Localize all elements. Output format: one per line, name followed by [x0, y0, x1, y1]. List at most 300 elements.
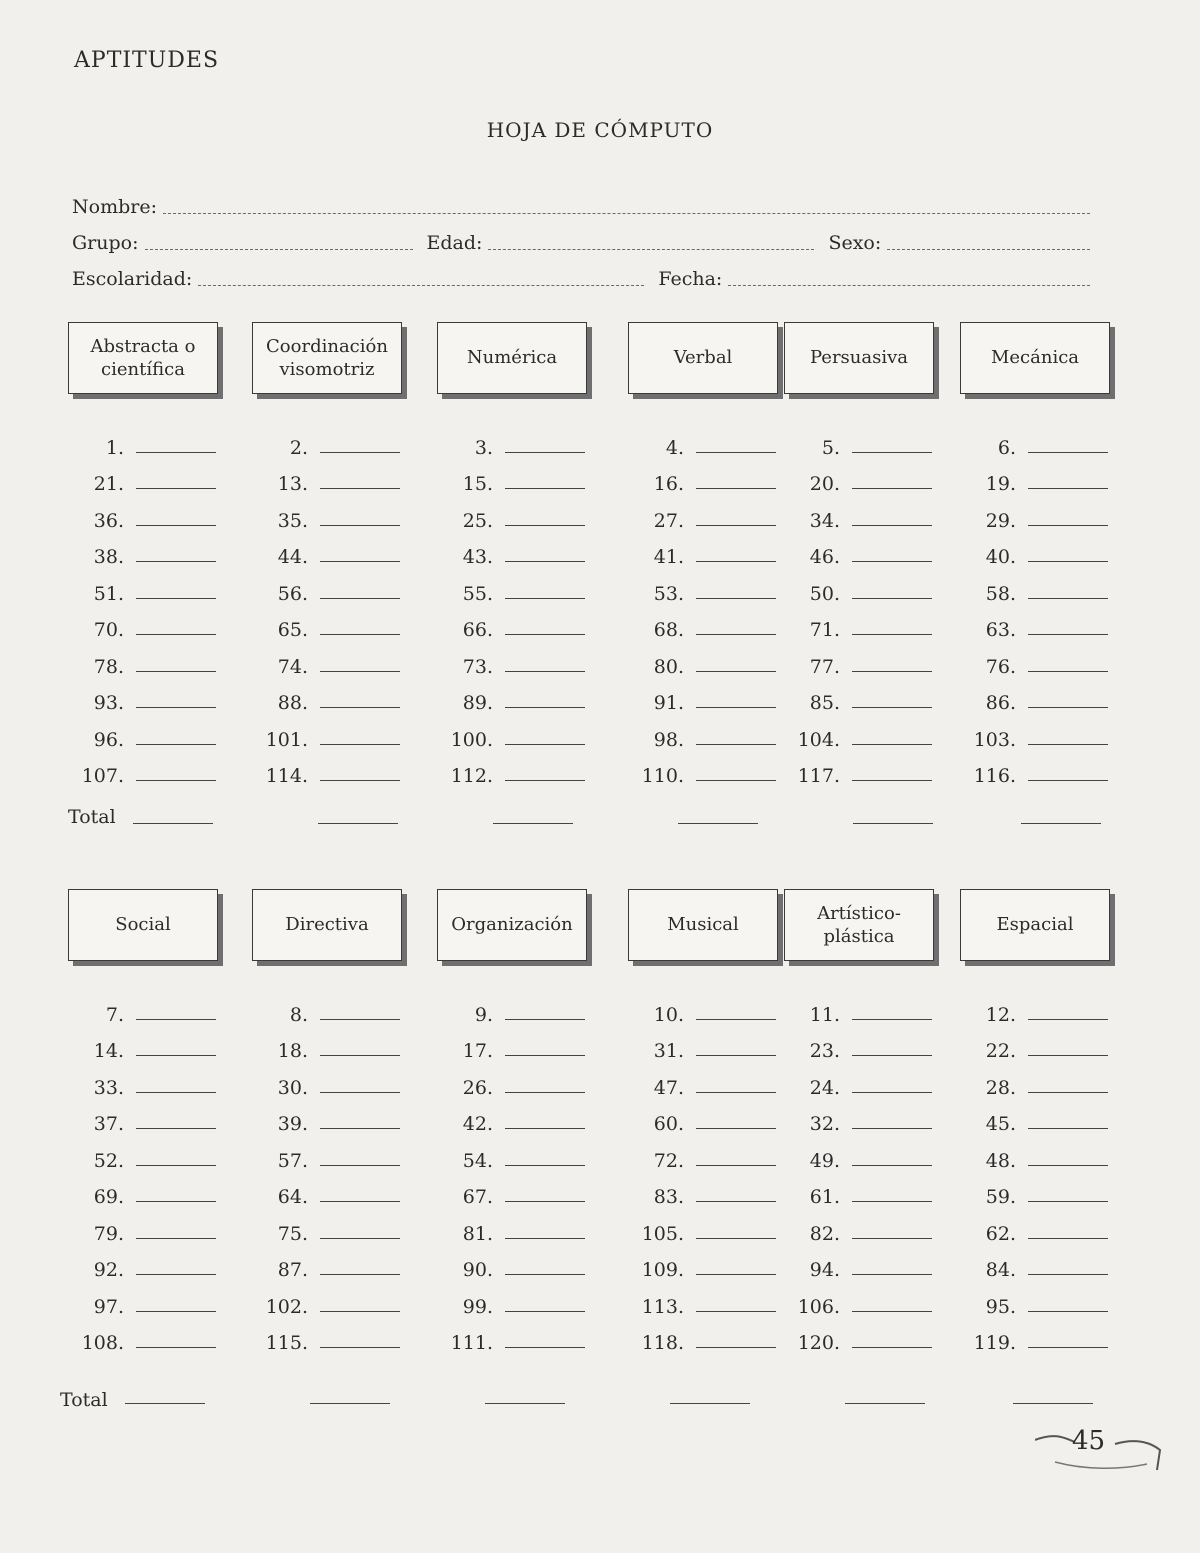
- escolaridad-label: Escolaridad:: [72, 268, 193, 290]
- item-number: 22.: [985, 1040, 1016, 1062]
- total-blank[interactable]: [1013, 1403, 1093, 1404]
- item-number: 53.: [653, 582, 684, 605]
- item-row: [74, 532, 248, 569]
- fecha-field[interactable]: [728, 284, 1090, 286]
- item-answer-blank[interactable]: [852, 1128, 932, 1129]
- item-answer-blank[interactable]: [136, 1092, 216, 1093]
- item-number: 48.: [985, 1149, 1016, 1172]
- item-row: [443, 1062, 617, 1099]
- item-answer-blank[interactable]: [1028, 452, 1108, 453]
- item-answer-blank[interactable]: [505, 452, 585, 453]
- item-row: [258, 459, 432, 496]
- item-number: 5.: [821, 436, 840, 459]
- item-answer-blank[interactable]: [696, 707, 776, 708]
- item-number: 98.: [653, 728, 684, 751]
- item-row: [258, 751, 432, 788]
- item-answer-blank[interactable]: [136, 1165, 216, 1166]
- item-answer-blank[interactable]: [852, 1347, 932, 1348]
- item-row: [790, 495, 964, 532]
- item-number: 101.: [265, 728, 308, 751]
- item-answer-blank[interactable]: [505, 780, 585, 781]
- item-answer-blank[interactable]: [136, 744, 216, 745]
- sexo-label: Sexo:: [828, 232, 882, 254]
- item-row: [443, 989, 617, 1026]
- grupo-row: [72, 232, 1090, 254]
- item-list: [634, 989, 808, 1354]
- item-answer-blank[interactable]: [852, 1274, 932, 1275]
- item-answer-blank[interactable]: [852, 671, 932, 672]
- grupo-field[interactable]: [145, 248, 413, 250]
- total-blank[interactable]: [125, 1403, 205, 1404]
- item-answer-blank[interactable]: [696, 1347, 776, 1348]
- item-row: [443, 1281, 617, 1318]
- item-answer-blank[interactable]: [696, 452, 776, 453]
- item-row: [74, 751, 248, 788]
- item-number: 90.: [462, 1259, 493, 1281]
- category-column: [437, 322, 617, 787]
- item-row: [258, 495, 432, 532]
- item-row: [74, 495, 248, 532]
- item-number: 61.: [809, 1186, 840, 1208]
- item-number: 109.: [641, 1259, 684, 1281]
- item-row: [443, 495, 617, 532]
- item-row: [443, 1026, 617, 1063]
- total-blank[interactable]: [678, 823, 758, 824]
- category-header: Abstracta o científica: [68, 322, 218, 394]
- item-answer-blank[interactable]: [696, 1092, 776, 1093]
- item-answer-blank[interactable]: [505, 1165, 585, 1166]
- item-row: [443, 605, 617, 642]
- item-answer-blank[interactable]: [1028, 744, 1108, 745]
- item-row: [634, 1062, 808, 1099]
- item-answer-blank[interactable]: [1028, 488, 1108, 489]
- item-row: [634, 1099, 808, 1136]
- item-row: [634, 1281, 808, 1318]
- item-list: [74, 989, 248, 1354]
- item-number: 11.: [809, 1003, 840, 1026]
- item-number: 46.: [809, 546, 840, 568]
- item-list: [634, 422, 808, 787]
- category-column: [252, 322, 432, 787]
- item-answer-blank[interactable]: [320, 1055, 400, 1056]
- item-answer-blank[interactable]: [320, 1128, 400, 1129]
- item-answer-blank[interactable]: [136, 1128, 216, 1129]
- item-number: 75.: [277, 1222, 308, 1245]
- item-answer-blank[interactable]: [852, 1311, 932, 1312]
- item-row: [258, 568, 432, 605]
- item-answer-blank[interactable]: [320, 634, 400, 635]
- item-list: [443, 989, 617, 1354]
- category-header: Espacial: [960, 889, 1110, 961]
- item-answer-blank[interactable]: [505, 1201, 585, 1202]
- item-answer-blank[interactable]: [852, 598, 932, 599]
- total-blank[interactable]: [493, 823, 573, 824]
- item-number: 4.: [665, 436, 684, 459]
- item-answer-blank[interactable]: [320, 1165, 400, 1166]
- item-row: [634, 1245, 808, 1282]
- item-row: [74, 1062, 248, 1099]
- item-row: [966, 714, 1140, 751]
- item-answer-blank[interactable]: [696, 1019, 776, 1020]
- item-answer-blank[interactable]: [852, 1055, 932, 1056]
- item-row: [634, 1026, 808, 1063]
- item-row: [258, 1062, 432, 1099]
- item-row: [74, 1245, 248, 1282]
- item-row: [74, 1208, 248, 1245]
- item-answer-blank[interactable]: [696, 671, 776, 672]
- item-answer-blank[interactable]: [1028, 525, 1108, 526]
- total-blank[interactable]: [845, 1403, 925, 1404]
- item-answer-blank[interactable]: [505, 1311, 585, 1312]
- category-header: Musical: [628, 889, 778, 961]
- item-row: [790, 1135, 964, 1172]
- item-answer-blank[interactable]: [852, 452, 932, 453]
- category-column: [437, 889, 617, 1354]
- item-answer-blank[interactable]: [136, 1238, 216, 1239]
- category-column: [628, 889, 808, 1354]
- item-answer-blank[interactable]: [696, 780, 776, 781]
- edad-field[interactable]: [488, 248, 814, 250]
- item-answer-blank[interactable]: [696, 1238, 776, 1239]
- item-answer-blank[interactable]: [505, 634, 585, 635]
- item-number: 107.: [81, 765, 124, 787]
- item-answer-blank[interactable]: [852, 744, 932, 745]
- item-row: [634, 459, 808, 496]
- item-number: 25.: [462, 509, 493, 532]
- item-answer-blank[interactable]: [136, 1019, 216, 1020]
- item-answer-blank[interactable]: [1028, 1165, 1108, 1166]
- item-list: [443, 422, 617, 787]
- item-answer-blank[interactable]: [696, 634, 776, 635]
- item-number: 100.: [450, 728, 493, 751]
- item-answer-blank[interactable]: [320, 598, 400, 599]
- item-answer-blank[interactable]: [320, 744, 400, 745]
- item-answer-blank[interactable]: [320, 488, 400, 489]
- item-row: [74, 1135, 248, 1172]
- item-number: 58.: [985, 582, 1016, 605]
- item-row: [634, 495, 808, 532]
- item-row: [966, 568, 1140, 605]
- item-number: 17.: [462, 1040, 493, 1062]
- item-answer-blank[interactable]: [696, 1055, 776, 1056]
- sheet-title: HOJA DE CÓMPUTO: [486, 118, 714, 142]
- total-blank[interactable]: [1021, 823, 1101, 824]
- item-answer-blank[interactable]: [696, 1311, 776, 1312]
- item-row: [443, 568, 617, 605]
- item-answer-blank[interactable]: [1028, 1274, 1108, 1275]
- item-number: 15.: [462, 473, 493, 495]
- item-row: [634, 568, 808, 605]
- item-answer-blank[interactable]: [320, 1201, 400, 1202]
- item-answer-blank[interactable]: [696, 598, 776, 599]
- item-row: [790, 1172, 964, 1209]
- item-row: [74, 1318, 248, 1355]
- item-row: [258, 605, 432, 642]
- item-answer-blank[interactable]: [696, 488, 776, 489]
- item-number: 80.: [653, 655, 684, 678]
- item-row: [634, 1135, 808, 1172]
- item-answer-blank[interactable]: [505, 488, 585, 489]
- item-number: 40.: [985, 546, 1016, 568]
- item-answer-blank[interactable]: [505, 598, 585, 599]
- item-row: [966, 1062, 1140, 1099]
- category-column: [68, 322, 248, 787]
- category-header: Organización: [437, 889, 587, 961]
- item-number: 60.: [653, 1113, 684, 1135]
- item-row: [790, 1099, 964, 1136]
- item-answer-blank[interactable]: [505, 744, 585, 745]
- item-answer-blank[interactable]: [505, 1055, 585, 1056]
- item-row: [790, 422, 964, 459]
- item-answer-blank[interactable]: [136, 1055, 216, 1056]
- item-number: 86.: [985, 692, 1016, 714]
- item-row: [74, 422, 248, 459]
- item-row: [258, 1281, 432, 1318]
- item-row: [634, 751, 808, 788]
- item-row: [634, 532, 808, 569]
- item-answer-blank[interactable]: [136, 525, 216, 526]
- item-answer-blank[interactable]: [1028, 561, 1108, 562]
- item-answer-blank[interactable]: [505, 1347, 585, 1348]
- item-answer-blank[interactable]: [852, 1092, 932, 1093]
- item-answer-blank[interactable]: [852, 780, 932, 781]
- item-row: [258, 989, 432, 1026]
- item-number: 47.: [653, 1076, 684, 1099]
- item-number: 26.: [462, 1076, 493, 1099]
- item-number: 78.: [93, 655, 124, 678]
- item-answer-blank[interactable]: [320, 1019, 400, 1020]
- item-row: [966, 751, 1140, 788]
- item-answer-blank[interactable]: [505, 1128, 585, 1129]
- item-answer-blank[interactable]: [505, 671, 585, 672]
- item-answer-blank[interactable]: [505, 1092, 585, 1093]
- item-answer-blank[interactable]: [505, 1238, 585, 1239]
- total-blank[interactable]: [670, 1403, 750, 1404]
- item-row: [258, 532, 432, 569]
- item-row: [634, 641, 808, 678]
- total-blank[interactable]: [310, 1403, 390, 1404]
- item-number: 37.: [93, 1113, 124, 1135]
- item-answer-blank[interactable]: [136, 780, 216, 781]
- item-answer-blank[interactable]: [136, 561, 216, 562]
- item-number: 102.: [265, 1295, 308, 1318]
- item-number: 91.: [653, 692, 684, 714]
- item-number: 67.: [462, 1186, 493, 1208]
- item-answer-blank[interactable]: [505, 561, 585, 562]
- section-label: APTITUDES: [74, 48, 220, 73]
- item-answer-blank[interactable]: [852, 1238, 932, 1239]
- item-row: [634, 714, 808, 751]
- item-answer-blank[interactable]: [852, 707, 932, 708]
- item-answer-blank[interactable]: [136, 671, 216, 672]
- item-answer-blank[interactable]: [696, 1128, 776, 1129]
- category-header: Directiva: [252, 889, 402, 961]
- item-number: 72.: [653, 1149, 684, 1172]
- item-row: [443, 1135, 617, 1172]
- item-answer-blank[interactable]: [696, 561, 776, 562]
- item-number: 77.: [809, 655, 840, 678]
- item-answer-blank[interactable]: [320, 707, 400, 708]
- item-number: 82.: [809, 1222, 840, 1245]
- item-row: [258, 1172, 432, 1209]
- item-number: 69.: [93, 1186, 124, 1208]
- item-row: [966, 1135, 1140, 1172]
- item-number: 14.: [93, 1040, 124, 1062]
- item-answer-blank[interactable]: [852, 1201, 932, 1202]
- item-answer-blank[interactable]: [1028, 1238, 1108, 1239]
- item-answer-blank[interactable]: [852, 1165, 932, 1166]
- item-answer-blank[interactable]: [505, 1019, 585, 1020]
- item-row: [966, 532, 1140, 569]
- item-answer-blank[interactable]: [696, 1274, 776, 1275]
- sexo-field[interactable]: [887, 248, 1090, 250]
- item-row: [966, 459, 1140, 496]
- item-answer-blank[interactable]: [320, 525, 400, 526]
- item-row: [966, 605, 1140, 642]
- total-blank[interactable]: [133, 823, 213, 824]
- item-answer-blank[interactable]: [136, 452, 216, 453]
- item-number: 120.: [797, 1332, 840, 1354]
- item-answer-blank[interactable]: [1028, 1311, 1108, 1312]
- item-answer-blank[interactable]: [505, 707, 585, 708]
- item-number: 62.: [985, 1222, 1016, 1245]
- item-number: 89.: [462, 692, 493, 714]
- item-row: [966, 1099, 1140, 1136]
- item-answer-blank[interactable]: [320, 1092, 400, 1093]
- item-number: 113.: [641, 1295, 684, 1318]
- item-answer-blank[interactable]: [1028, 707, 1108, 708]
- item-answer-blank[interactable]: [136, 1274, 216, 1275]
- item-answer-blank[interactable]: [505, 1274, 585, 1275]
- item-number: 54.: [462, 1149, 493, 1172]
- item-row: [258, 422, 432, 459]
- item-row: [790, 1281, 964, 1318]
- item-row: [74, 678, 248, 715]
- category-header: Verbal: [628, 322, 778, 394]
- escolaridad-field[interactable]: [198, 284, 644, 286]
- item-row: [966, 422, 1140, 459]
- item-answer-blank[interactable]: [136, 598, 216, 599]
- item-answer-blank[interactable]: [136, 1347, 216, 1348]
- item-number: 85.: [809, 692, 840, 714]
- item-number: 59.: [985, 1186, 1016, 1208]
- item-number: 30.: [277, 1076, 308, 1099]
- item-row: [258, 1208, 432, 1245]
- item-answer-blank[interactable]: [320, 452, 400, 453]
- item-answer-blank[interactable]: [696, 1201, 776, 1202]
- item-answer-blank[interactable]: [852, 634, 932, 635]
- item-number: 97.: [93, 1295, 124, 1318]
- item-answer-blank[interactable]: [1028, 634, 1108, 635]
- item-answer-blank[interactable]: [136, 488, 216, 489]
- edad-label: Edad:: [426, 232, 483, 254]
- item-number: 119.: [973, 1332, 1016, 1354]
- item-number: 7.: [105, 1003, 124, 1026]
- item-answer-blank[interactable]: [696, 1165, 776, 1166]
- grupo-label: Grupo:: [72, 232, 139, 254]
- category-header: Social: [68, 889, 218, 961]
- item-answer-blank[interactable]: [505, 525, 585, 526]
- item-row: [634, 1172, 808, 1209]
- item-row: [966, 678, 1140, 715]
- nombre-field[interactable]: [163, 212, 1090, 214]
- name-row: [72, 196, 1090, 218]
- item-answer-blank[interactable]: [136, 1311, 216, 1312]
- total-blank[interactable]: [318, 823, 398, 824]
- item-answer-blank[interactable]: [1028, 1128, 1108, 1129]
- item-answer-blank[interactable]: [320, 1311, 400, 1312]
- item-answer-blank[interactable]: [852, 561, 932, 562]
- item-row: [74, 641, 248, 678]
- item-number: 42.: [462, 1113, 493, 1135]
- item-answer-blank[interactable]: [1028, 1019, 1108, 1020]
- total-blank[interactable]: [853, 823, 933, 824]
- item-number: 57.: [277, 1149, 308, 1172]
- item-answer-blank[interactable]: [136, 707, 216, 708]
- item-number: 31.: [653, 1040, 684, 1062]
- item-row: [443, 714, 617, 751]
- item-answer-blank[interactable]: [696, 744, 776, 745]
- item-number: 38.: [93, 546, 124, 568]
- item-number: 29.: [985, 509, 1016, 532]
- item-answer-blank[interactable]: [320, 561, 400, 562]
- item-answer-blank[interactable]: [1028, 1347, 1108, 1348]
- item-number: 87.: [277, 1259, 308, 1281]
- item-answer-blank[interactable]: [1028, 1055, 1108, 1056]
- item-answer-blank[interactable]: [320, 1347, 400, 1348]
- item-row: [74, 605, 248, 642]
- item-number: 111.: [450, 1332, 493, 1354]
- item-row: [74, 1026, 248, 1063]
- item-number: 63.: [985, 619, 1016, 641]
- item-answer-blank[interactable]: [320, 671, 400, 672]
- item-number: 66.: [462, 619, 493, 641]
- total-blank[interactable]: [485, 1403, 565, 1404]
- item-answer-blank[interactable]: [320, 780, 400, 781]
- item-row: [74, 1099, 248, 1136]
- item-row: [966, 1208, 1140, 1245]
- item-answer-blank[interactable]: [1028, 1092, 1108, 1093]
- item-answer-blank[interactable]: [320, 1274, 400, 1275]
- item-row: [966, 989, 1140, 1026]
- item-answer-blank[interactable]: [1028, 598, 1108, 599]
- category-column: [628, 322, 808, 787]
- nombre-label: Nombre:: [72, 196, 157, 218]
- item-answer-blank[interactable]: [136, 634, 216, 635]
- item-answer-blank[interactable]: [852, 488, 932, 489]
- item-number: 74.: [277, 655, 308, 678]
- item-number: 28.: [985, 1076, 1016, 1099]
- item-number: 70.: [93, 619, 124, 641]
- item-number: 88.: [277, 692, 308, 714]
- item-answer-blank[interactable]: [696, 525, 776, 526]
- item-answer-blank[interactable]: [1028, 780, 1108, 781]
- item-row: [258, 1026, 432, 1063]
- item-number: 73.: [462, 655, 493, 678]
- item-row: [258, 1099, 432, 1136]
- item-answer-blank[interactable]: [852, 1019, 932, 1020]
- item-row: [258, 1135, 432, 1172]
- item-answer-blank[interactable]: [136, 1201, 216, 1202]
- item-answer-blank[interactable]: [1028, 1201, 1108, 1202]
- item-answer-blank[interactable]: [320, 1238, 400, 1239]
- item-number: 55.: [462, 582, 493, 605]
- item-row: [443, 1099, 617, 1136]
- item-row: [443, 459, 617, 496]
- item-answer-blank[interactable]: [852, 525, 932, 526]
- item-answer-blank[interactable]: [1028, 671, 1108, 672]
- item-number: 41.: [653, 546, 684, 568]
